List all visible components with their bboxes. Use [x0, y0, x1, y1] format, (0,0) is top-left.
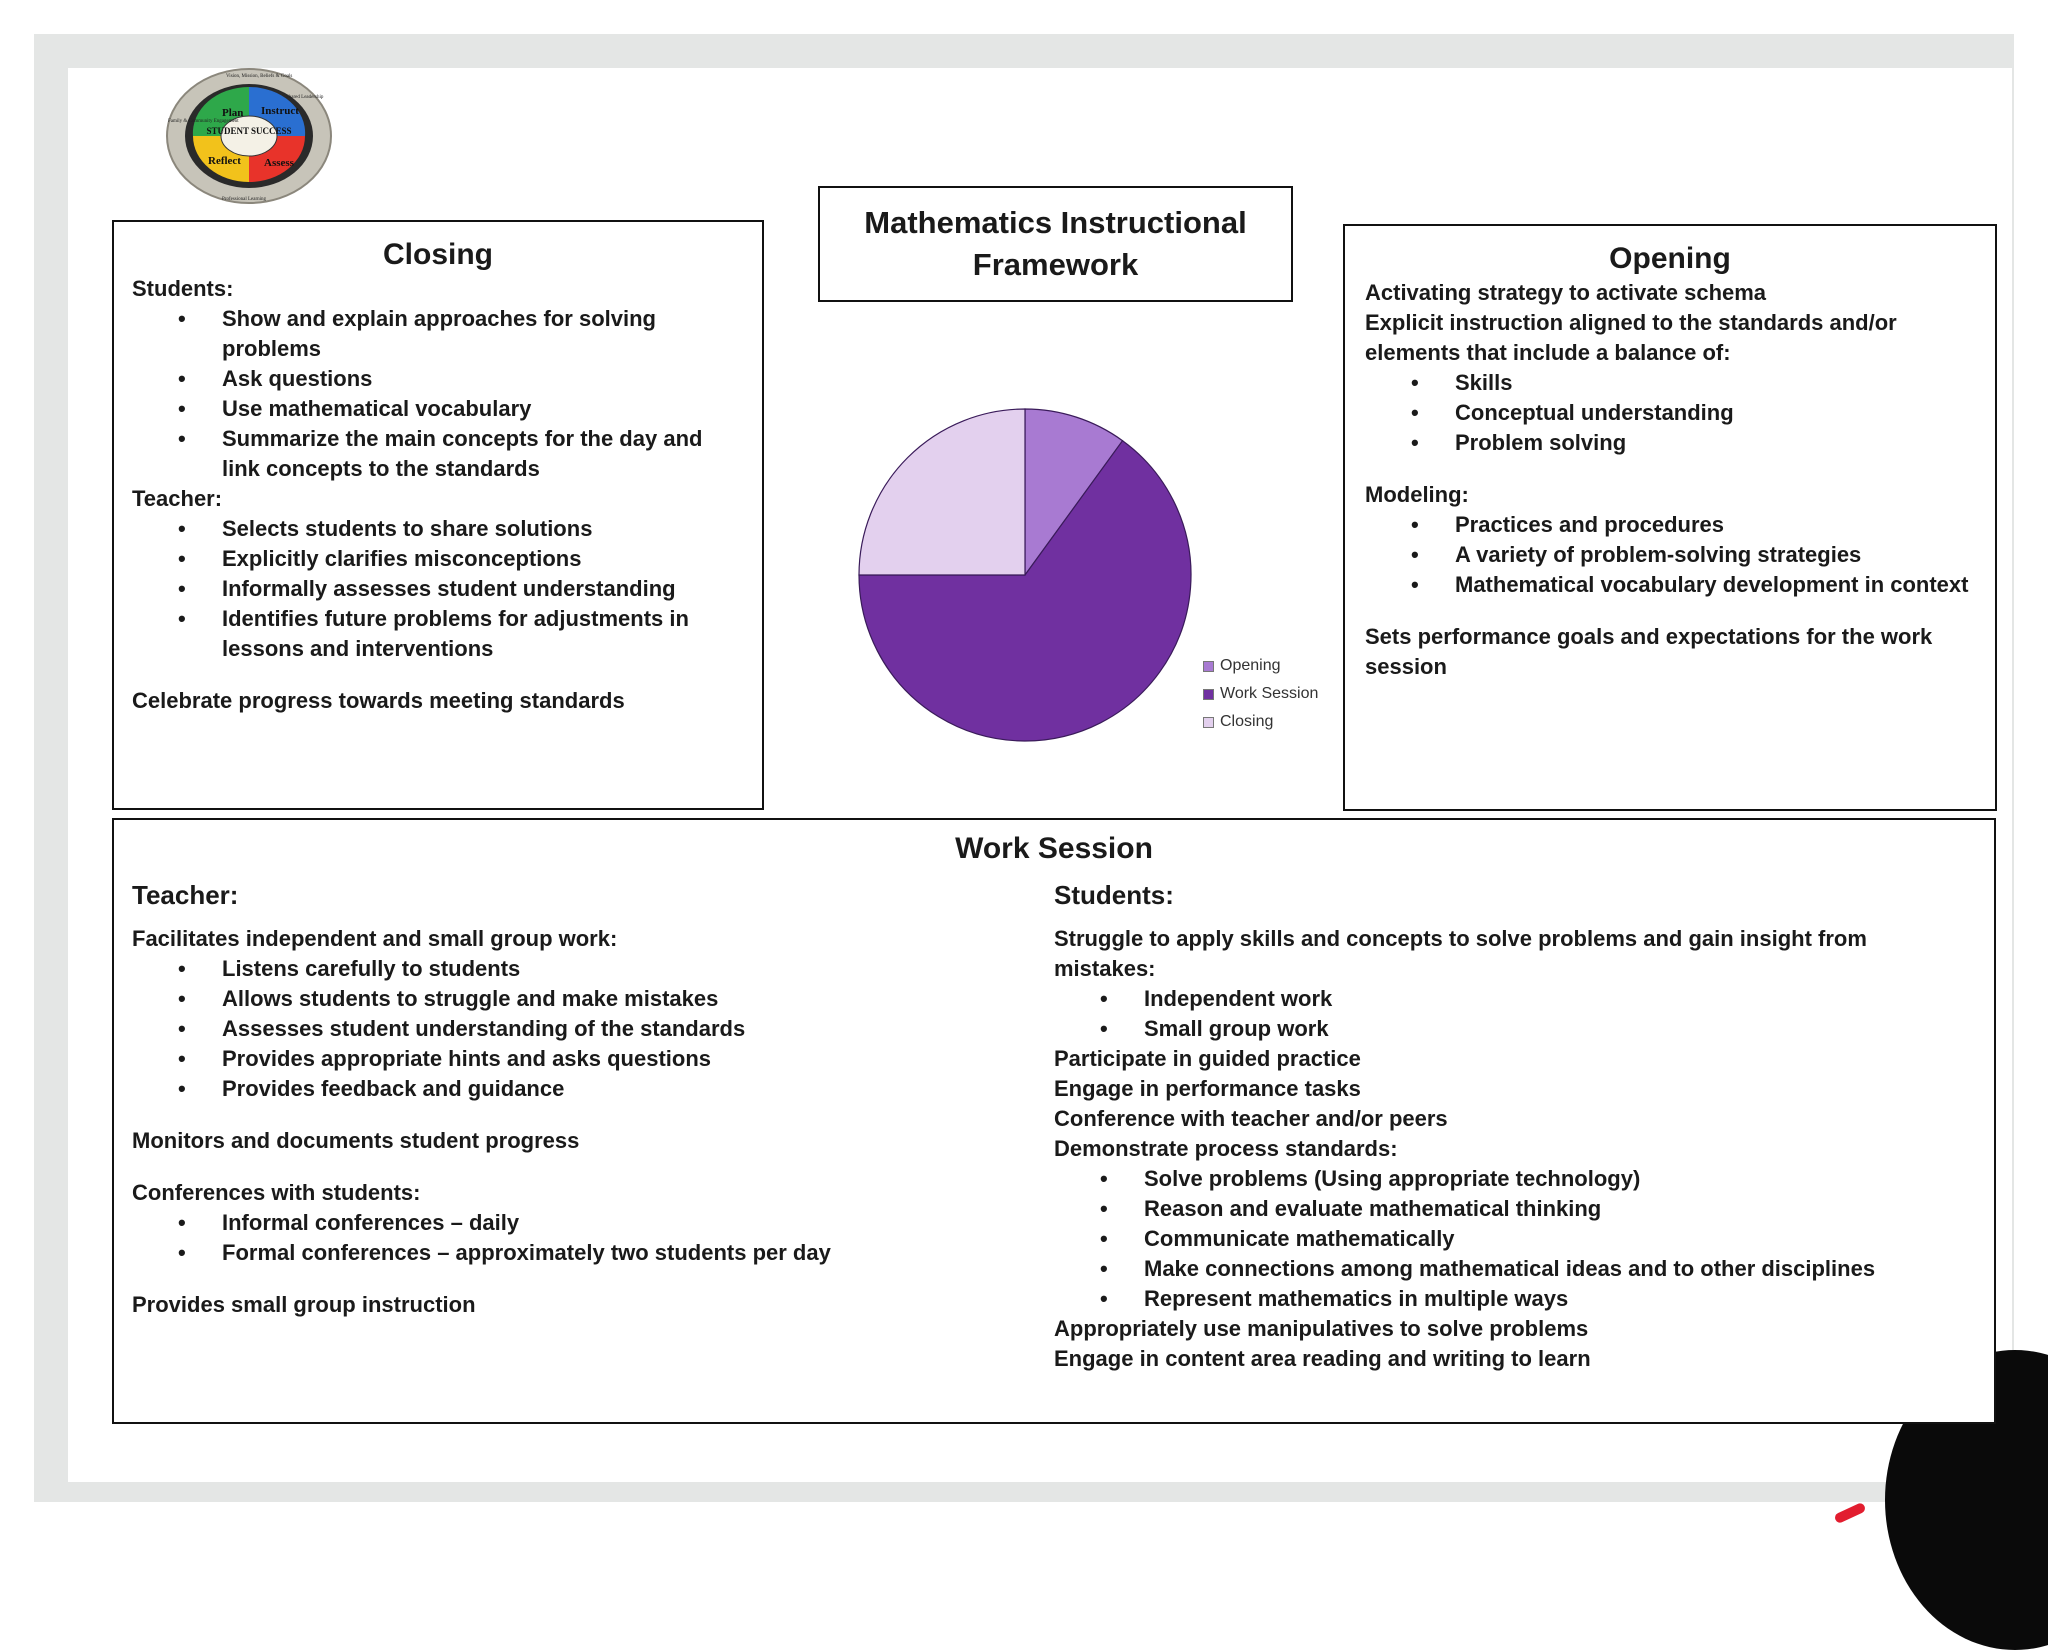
svg-text:Reflect: Reflect	[208, 155, 241, 167]
corner-accent-mark	[1833, 1502, 1866, 1525]
list-item: • Show and explain approaches for solving problems	[222, 304, 744, 364]
logo-center-text: STUDENT SUCCESS	[206, 126, 292, 136]
list-item: • Informal conferences – daily	[222, 1208, 1032, 1238]
closing-teacher-label: Teacher:	[132, 486, 223, 511]
list-item: • Assesses student understanding of the standards	[222, 1014, 1032, 1044]
opening-title: Opening	[1609, 242, 1731, 275]
list-item: • Small group work	[1144, 1014, 1974, 1044]
svg-text:Instruct: Instruct	[261, 105, 299, 117]
list-item: • Explicitly clarifies misconceptions	[222, 544, 744, 574]
opening-panel	[1343, 224, 1997, 811]
legend-label: Work Session	[1220, 685, 1319, 702]
framework-title-box	[818, 186, 1293, 302]
legend-item-closing	[1203, 708, 1318, 736]
svg-text:Family & Community Engagement: Family & Community Engagement	[168, 119, 239, 124]
list-item: • Selects students to share solutions	[222, 514, 744, 544]
svg-text:Vision, Mission, Beliefs & Goa: Vision, Mission, Beliefs & Goals	[226, 74, 293, 79]
list-item: • Skills	[1455, 368, 1975, 398]
pie-legend	[1203, 652, 1318, 736]
work-teacher-label: Teacher:	[132, 880, 239, 910]
legend-swatch-closing	[1203, 717, 1214, 728]
svg-text:Professional Learning: Professional Learning	[222, 197, 267, 202]
closing-students-label: Students:	[132, 276, 234, 301]
closing-teacher-list	[132, 514, 744, 664]
work-conference-peers: Conference with teacher and/or peers	[1054, 1106, 1448, 1131]
list-item: • Provides appropriate hints and asks questions	[222, 1044, 1032, 1074]
work-engage-tasks: Engage in performance tasks	[1054, 1076, 1361, 1101]
legend-item-work-session	[1203, 680, 1318, 708]
list-item: • Use mathematical vocabulary	[222, 394, 744, 424]
work-small-group: Provides small group instruction	[132, 1292, 476, 1317]
work-conferences-label: Conferences with students:	[132, 1180, 421, 1205]
legend-label: Opening	[1220, 657, 1281, 674]
work-session-students-column	[1054, 878, 1974, 1374]
student-success-logo	[166, 68, 332, 204]
opening-goals: Sets performance goals and expectations for the work session	[1365, 624, 1933, 679]
opening-activating: Activating strategy to activate schema	[1365, 280, 1767, 305]
work-students-label: Students:	[1054, 880, 1174, 910]
list-item: • Reason and evaluate mathematical thinking	[1144, 1194, 1974, 1224]
list-item: • Allows students to struggle and make mistakes	[222, 984, 1032, 1014]
list-item: • Provides feedback and guidance	[222, 1074, 1032, 1104]
work-reading-writing: Engage in content area reading and writing to learn	[1054, 1346, 1591, 1371]
opening-modeling-list	[1365, 510, 1975, 600]
closing-celebrate: Celebrate progress towards meeting standards	[132, 688, 625, 713]
svg-text:Plan: Plan	[222, 107, 244, 119]
list-item: • Mathematical vocabulary development in context	[1455, 570, 1975, 600]
framework-title: Mathematics Instructional Framework	[864, 205, 1247, 282]
work-process-list	[1054, 1164, 1974, 1314]
work-monitors: Monitors and documents student progress	[132, 1128, 580, 1153]
svg-text:Assess: Assess	[264, 157, 294, 169]
closing-panel	[112, 220, 764, 810]
list-item: • Problem solving	[1455, 428, 1975, 458]
opening-balance-list	[1365, 368, 1975, 458]
list-item: • Listens carefully to students	[222, 954, 1032, 984]
list-item: • A variety of problem-solving strategies	[1455, 540, 1975, 570]
list-item: • Ask questions	[222, 364, 744, 394]
work-participate: Participate in guided practice	[1054, 1046, 1361, 1071]
list-item: • Communicate mathematically	[1144, 1224, 1974, 1254]
list-item: • Solve problems (Using appropriate technology)	[1144, 1164, 1974, 1194]
list-item: • Summarize the main concepts for the day and link concepts to the standards	[222, 424, 744, 484]
work-demonstrate: Demonstrate process standards:	[1054, 1136, 1398, 1161]
work-manipulatives: Appropriately use manipulatives to solve problems	[1054, 1316, 1589, 1341]
work-session-teacher-column	[132, 878, 1032, 1320]
list-item: • Make connections among mathematical ideas and to other disciplines	[1144, 1254, 1974, 1284]
work-struggle-list	[1054, 984, 1974, 1044]
list-item: • Formal conferences – approximately two students per day	[222, 1238, 1032, 1268]
opening-modeling-label: Modeling:	[1365, 482, 1469, 507]
work-conferences-list	[132, 1208, 1032, 1268]
closing-students-list	[132, 304, 744, 484]
work-session-panel	[112, 818, 1996, 1424]
work-session-title: Work Session	[955, 832, 1153, 865]
list-item: • Informally assesses student understanding	[222, 574, 744, 604]
list-item: • Represent mathematics in multiple ways	[1144, 1284, 1974, 1314]
list-item: • Identifies future problems for adjustments in lessons and interventions	[222, 604, 744, 664]
svg-text:Shared Leadership: Shared Leadership	[286, 95, 324, 100]
legend-label: Closing	[1220, 713, 1274, 730]
list-item: • Practices and procedures	[1455, 510, 1975, 540]
list-item: • Independent work	[1144, 984, 1974, 1014]
pie-slice-closing	[859, 409, 1025, 575]
legend-item-opening	[1203, 652, 1318, 680]
work-facilitates-list	[132, 954, 1032, 1104]
work-facilitates: Facilitates independent and small group work:	[132, 926, 618, 951]
legend-swatch-work-session	[1203, 689, 1214, 700]
closing-title: Closing	[383, 238, 493, 271]
opening-explicit: Explicit instruction aligned to the standards and/or elements that include a balance of:	[1365, 310, 1897, 365]
list-item: • Conceptual understanding	[1455, 398, 1975, 428]
work-struggle: Struggle to apply skills and concepts to solve problems and gain insight from mistakes:	[1054, 926, 1867, 981]
time-allocation-pie-chart	[850, 400, 1200, 750]
legend-swatch-opening	[1203, 661, 1214, 672]
